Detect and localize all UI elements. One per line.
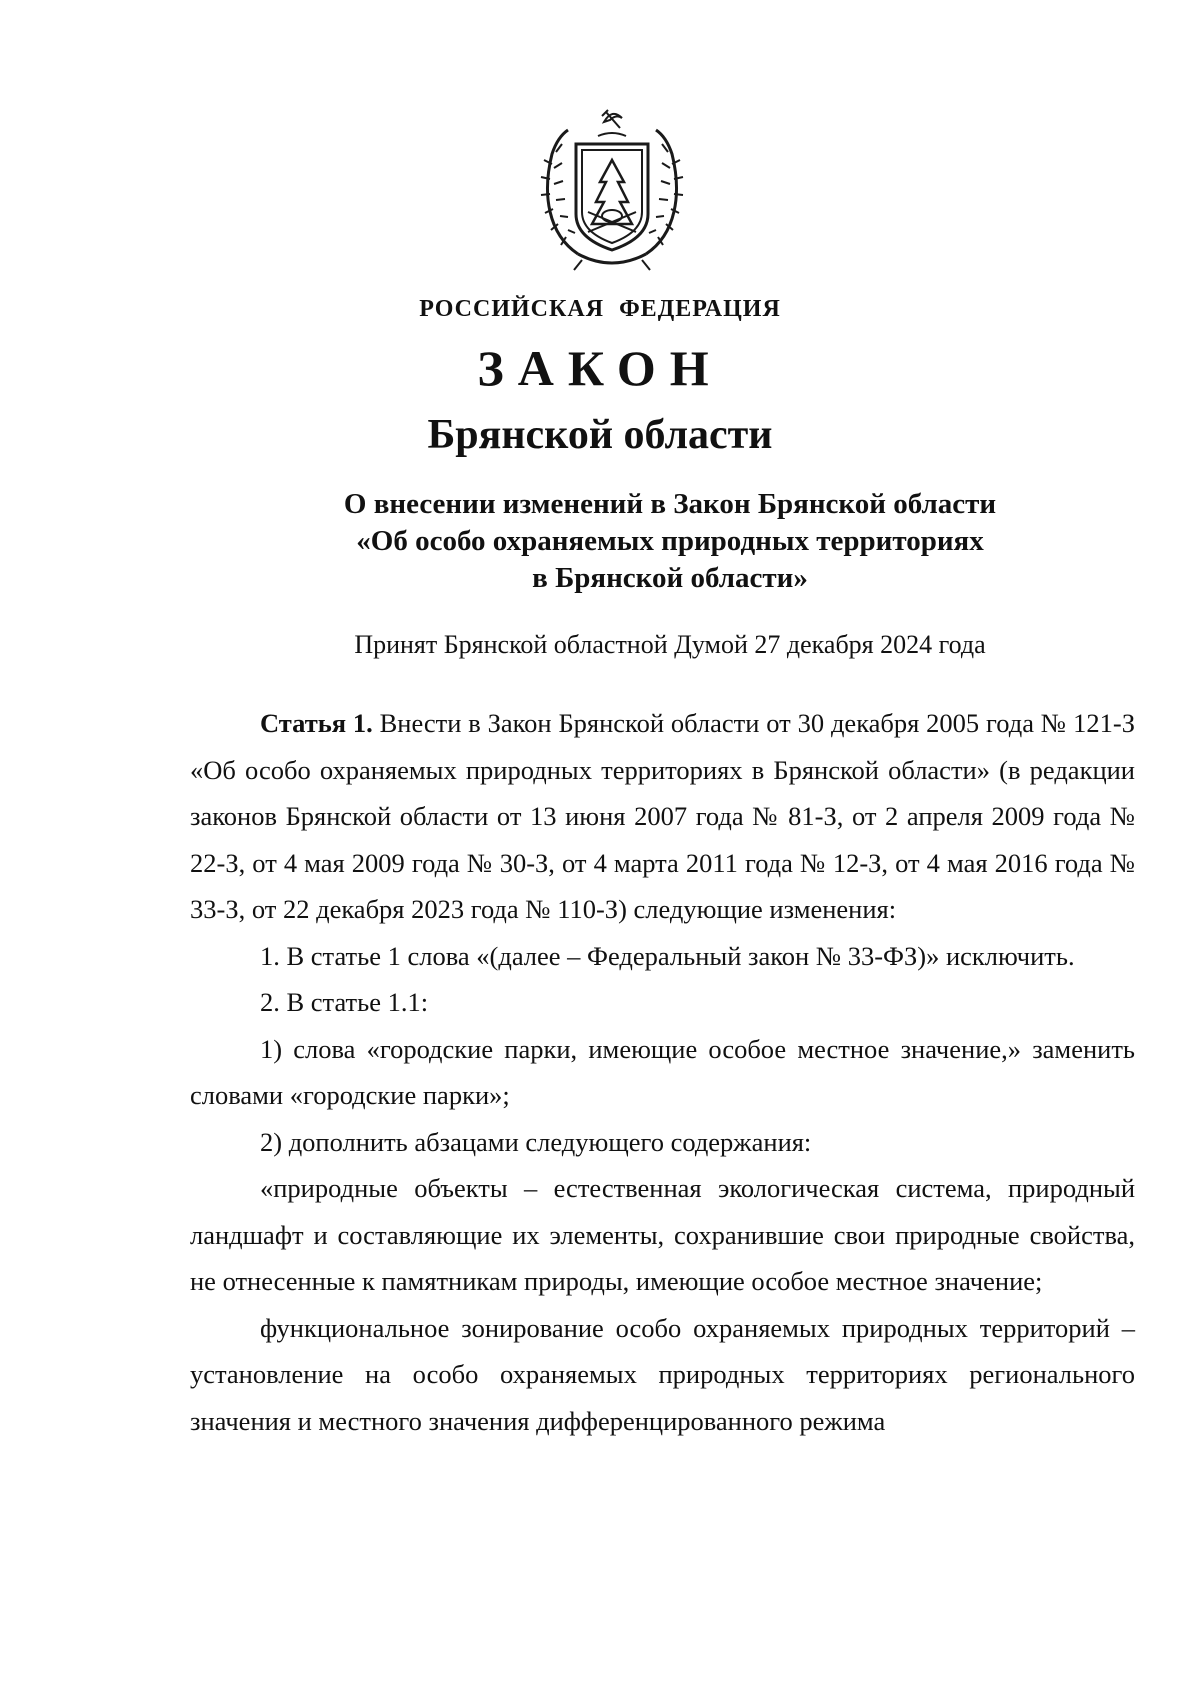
paragraph: функциональное зонирование особо охраняемых природных территорий – установление на особо охраняемых природных территориях регионального значения и местного значения дифференцированного режима [190, 1312, 1135, 1436]
bryansk-coat-of-arms-icon [538, 104, 686, 274]
adoption-line: Принят Брянской областной Думой 27 декабря 2024 года [354, 630, 986, 659]
article-intro-text: Внести в Закон Брянской области от 30 декабря 2005 года № 121-З «Об особо охраняемых природных территориях в Брянской области» (в редакции законов Брянской области от 13 июня 2007 года № 81-З, от 2 апреля 2009 года № 22-З, от 4 мая 2009 года № 30-З, от 4 марта 2011 года № 12-З, от 4 мая 2016 года № 33-З, от 22 декабря 2023 года № 110-З) следующие изменения: [190, 708, 1135, 924]
article-title: Статья 1. [260, 708, 373, 738]
law-body [190, 700, 1135, 1444]
paragraph: 2) дополнить абзацами следующего содержания: [260, 1126, 812, 1157]
law-subject [100, 486, 1200, 597]
paragraph: 1. В статье 1 слова «(далее – Федеральный закон № 33-ФЗ)» исключить. [260, 940, 1075, 971]
law-heading: ЗАКОН [477, 340, 723, 396]
article-1-intro [190, 700, 1135, 933]
subject-line: О внесении изменений в Закон Брянской области [343, 488, 997, 520]
region-heading: Брянской области [427, 412, 773, 458]
federation-heading: РОССИЙСКАЯ ФЕДЕРАЦИЯ [419, 296, 781, 322]
paragraph: 1) слова «городские парки, имеющие особое местное значение,» заменить словами «городские парки»; [190, 1033, 1135, 1110]
subject-line: «Об особо охраняемых природных территориях [356, 525, 984, 557]
subject-line: в Брянской области» [532, 562, 808, 594]
paragraph: «природные объекты – естественная экологическая система, природный ландшафт и составляющие их элементы, сохранившие свои природные свойства, не отнесенные к памятникам природы, имеющие особое местное значение; [190, 1173, 1135, 1296]
paragraph: 2. В статье 1.1: [260, 987, 429, 1017]
